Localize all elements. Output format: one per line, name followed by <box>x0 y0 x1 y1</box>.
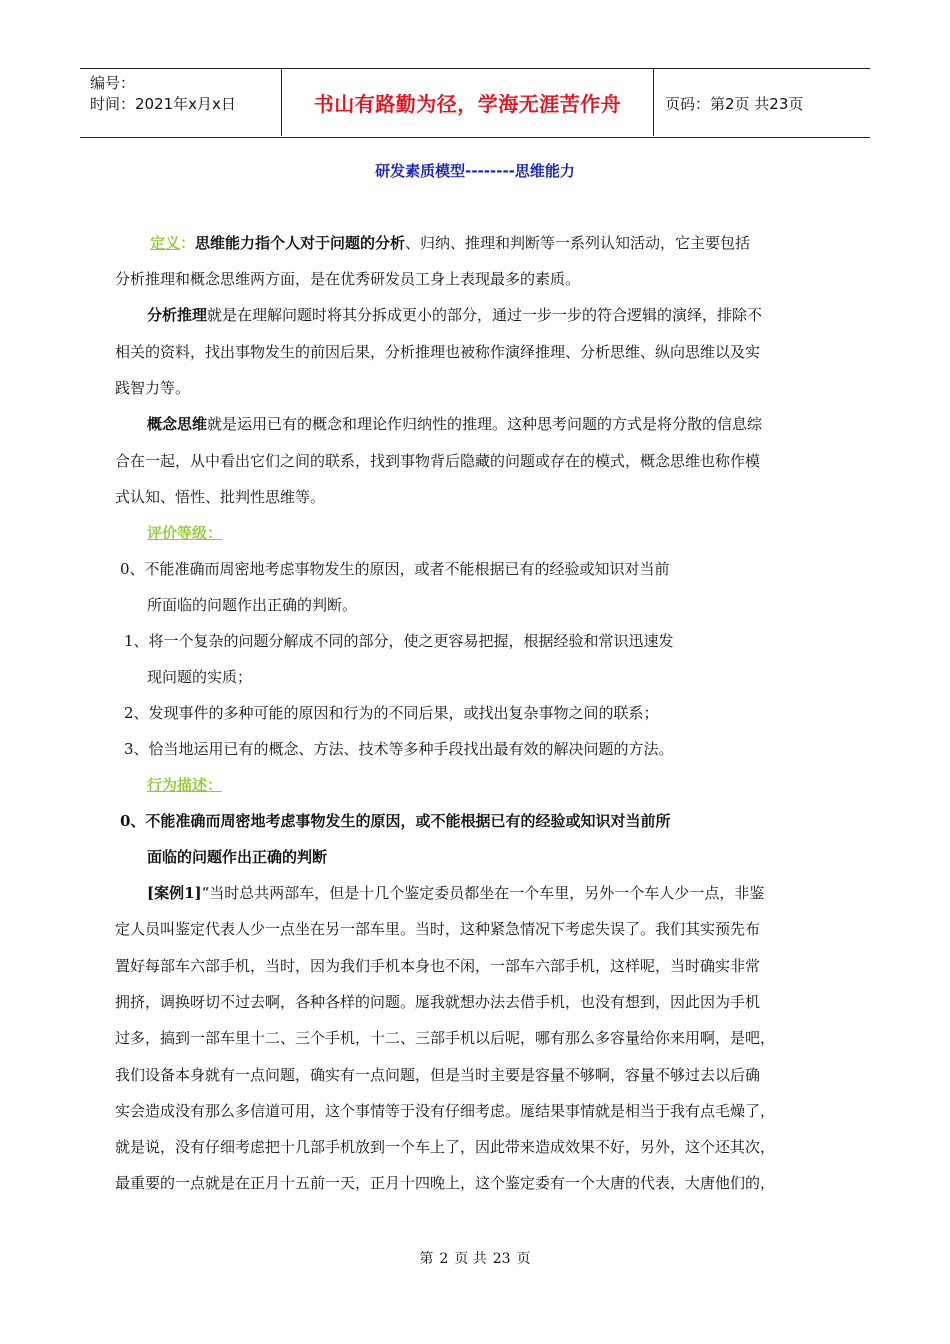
page-header <box>80 68 870 138</box>
case-line: 实会造成没有那么多信道可用，这个事情等于没有仔细考虑。厖结果事情就是相当于我有点毛燥了， <box>115 1102 776 1120</box>
behavior-heading: 行为描述： <box>147 776 223 794</box>
header-motto-cell <box>281 68 654 136</box>
definition-rest: 、归纳、推理和判断等一系列认知活动，它主要包括 <box>405 234 751 252</box>
rating-heading: 评价等级： <box>147 524 223 542</box>
concept-rest: 就是运用已有的概念和理论作归纳性的推理。这种思考问题的方式是将分散的信息综 <box>207 415 763 433</box>
header-page-info: 页码：第2页 共23页 <box>665 95 804 113</box>
footer-suffix: 页 <box>516 1251 531 1267</box>
analysis-line-2: 相关的资料，找出事物发生的前因后果，分析推理也被称作演绎推理、分析思维、纵向思维以及实 <box>115 343 761 361</box>
case-line: 就是说，没有仔细考虑把十几部手机放到一个车上了，因此带来造成效果不好，另外，这个还其次， <box>115 1138 776 1156</box>
definition-label: 定义 <box>150 234 181 252</box>
header-motto: 书山有路勤为径，学海无涯苦作舟 <box>313 91 622 116</box>
concept-term: 概念思维 <box>147 415 208 433</box>
footer-prefix: 第 <box>419 1251 434 1267</box>
analysis-rest: 就是在理解问题时将其分拆成更小的部分，通过一步一步的符合逻辑的演绎，排除不 <box>207 306 763 324</box>
case-line: 最重要的一点就是在正月十五前一天，正月十四晚上，这个鉴定委有一个大唐的代表，大唐他们的， <box>115 1174 776 1192</box>
case-text: “当时总共两部车，但是十几个鉴定委员都坐在一个车里，另外一个车人少一点，非鉴 <box>201 884 765 902</box>
footer-total-pages: 23 <box>492 1251 511 1267</box>
concept-line-2: 合在一起，从中看出它们之间的联系，找到事物背后隐藏的问题或存在的模式，概念思维也称作模 <box>115 452 761 470</box>
date-label: 时间：2021年x月x日 <box>90 95 236 113</box>
case-line: 定人员叫鉴定代表人少一点坐在另一部车里。当时，这种紧急情况下考虑失误了。我们其实预先布 <box>115 920 761 938</box>
document-title: 研发素质模型--------思维能力 <box>375 162 575 180</box>
definition-line-2: 分析推理和概念思维两方面，是在优秀研发员工身上表现最多的素质。 <box>115 270 581 288</box>
concept-line-3: 式认知、悟性、批判性思维等。 <box>115 488 326 506</box>
definition-bold: 思维能力指个人对于问题的分析 <box>195 234 406 252</box>
rating-item: 1、将一个复杂的问题分解成不同的部分，使之更容易把握，根据经验和常识迅速发 <box>124 632 674 650</box>
definition-colon: ： <box>180 234 196 252</box>
case-label: [案例1] <box>147 884 202 902</box>
rating-item: 0、不能准确而周密地考虑事物发生的原因，或者不能根据已有的经验或知识对当前 <box>120 560 670 578</box>
page-footer <box>0 1248 950 1268</box>
definition-line-1 <box>150 232 750 253</box>
behavior-item-line-2: 面临的问题作出正确的判断 <box>147 848 328 866</box>
case-line: 我们设备本身就有一点问题，确实有一点问题，但是当时主要是容量不够啊，容量不够过去以后确 <box>115 1066 761 1084</box>
footer-middle: 页 共 <box>454 1251 487 1267</box>
rating-item: 现问题的实质； <box>147 668 253 686</box>
analysis-line-3: 践智力等。 <box>115 379 191 397</box>
analysis-term: 分析推理 <box>147 306 208 324</box>
footer-page-number: 2 <box>439 1251 449 1267</box>
behavior-item-line-1: 0、不能准确而周密地考虑事物发生的原因，或不能根据已有的经验或知识对当前所 <box>120 812 671 830</box>
case-line: 拥挤，调换呀切不过去啊，各种各样的问题。厖我就想办法去借手机，也没有想到，因此因为手机 <box>115 993 761 1011</box>
serial-number-label: 编号： <box>90 74 136 92</box>
header-meta <box>90 73 236 115</box>
rating-item: 2、发现事件的多种可能的原因和行为的不同后果，或找出复杂事物之间的联系； <box>124 704 659 722</box>
rating-item: 所面临的问题作出正确的判断。 <box>147 596 358 614</box>
case-line: 置好每部车六部手机，当时，因为我们手机本身也不闲，一部车六部手机，这样呢，当时确实非常 <box>115 957 761 975</box>
case-line-1 <box>147 882 764 903</box>
case-line: 过多，搞到一部车里十二、三个手机，十二、三部手机以后呢，哪有那么多容量给你来用啊，是吧， <box>115 1029 776 1047</box>
rating-item: 3、恰当地运用已有的概念、方法、技术等多种手段找出最有效的解决问题的方法。 <box>124 740 674 758</box>
analysis-line-1 <box>147 304 762 325</box>
concept-line-1 <box>147 413 762 434</box>
